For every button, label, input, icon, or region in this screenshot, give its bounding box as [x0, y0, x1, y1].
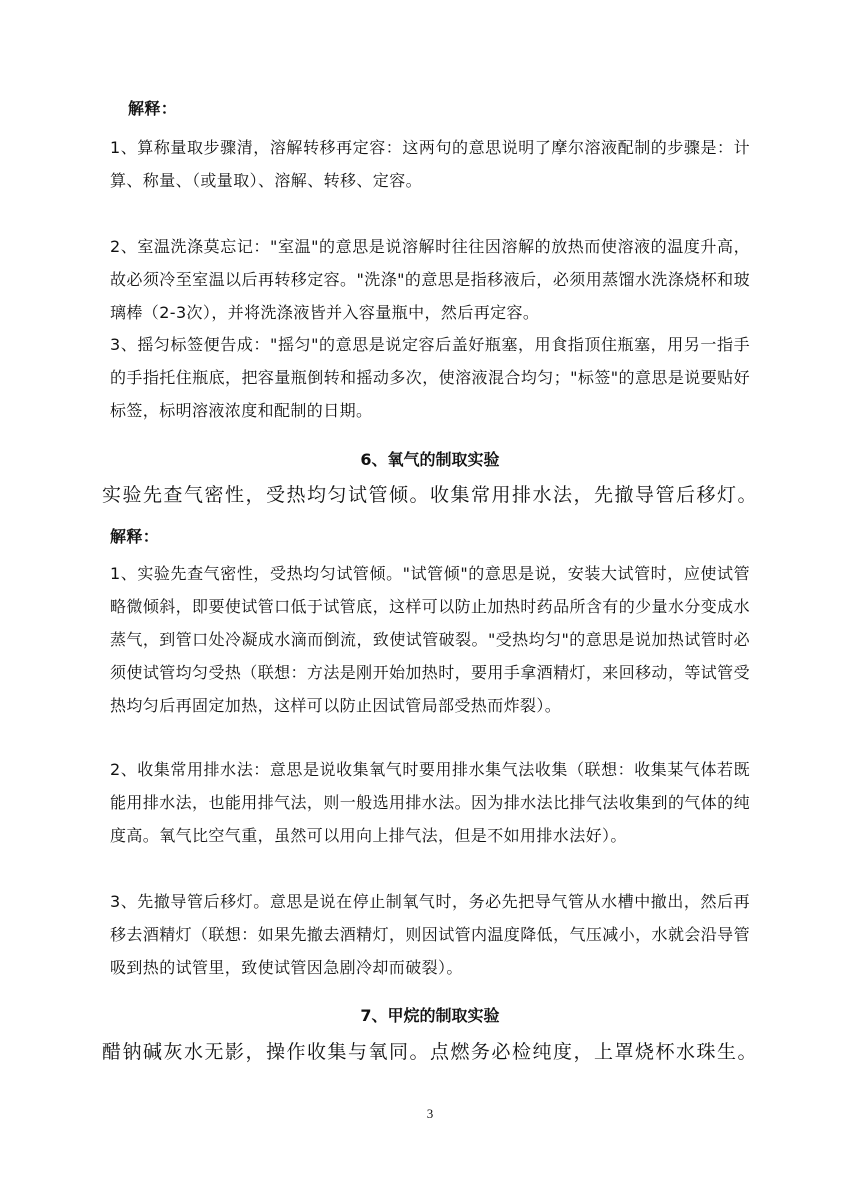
section-6-item-3: 3、先撤导管后移灯。意思是说在停止制氧气时，务必先把导气管从水槽中撤出，然后再移去酒精灯（联想：如果先撤去酒精灯，则因试管内温度降低，气压减小，水就会沿导管吸到热的试管里，致使试管因急剧冷却而破裂）。 — [110, 892, 750, 977]
explanation-item-3: 3、摇匀标签便告成："摇匀"的意思是说定容后盖好瓶塞，用食指顶住瓶塞，用另一指手的手指托住瓶底，把容量瓶倒转和摇动多次，使溶液混合均匀；"标签"的意思是说要贴好标签，标明溶液浓度和配制的日期。 — [110, 335, 750, 420]
section-7-heading: 7、甲烷的制取实验 — [360, 1006, 500, 1025]
section-6-item-2: 2、收集常用排水法：意思是说收集氧气时要用排水集气法收集（联想：收集某气体若既能用排水法，也能用排气法，则一般选用排水法。因为排水法比排气法收集到的气体的纯度高。氧气比空气重，虽然可以用向上排气法，但是不如用排水法好）。 — [110, 760, 750, 845]
explanation-item-1: 1、算称量取步骤清，溶解转移再定容：这两句的意思说明了摩尔溶液配制的步骤是：计算、称量、（或量取）、溶解、转移、定容。 — [110, 138, 750, 190]
explanation-item-2: 2、室温洗涤莫忘记："室温"的意思是说溶解时往往因溶解的放热而使溶液的温度升高，故必须冷至室温以后再转移定容。"洗涤"的意思是指移液后，必须用蒸馏水洗涤烧杯和玻璃棒（2-3次），并将洗涤液皆并入容量瓶中，然后再定容。 — [110, 237, 750, 322]
section-6-heading: 6、氧气的制取实验 — [360, 450, 500, 469]
explanation-label: 解释： — [128, 99, 178, 118]
section-6-verse: 实验先查气密性，受热均匀试管倾。收集常用排水法，先撤导管后移灯。 — [101, 484, 758, 506]
section-6-explanation-label: 解释： — [110, 527, 160, 546]
section-7-verse: 醋钠碱灰水无影，操作收集与氧同。点燃务必检纯度，上罩烧杯水珠生。 — [101, 1041, 758, 1063]
page-number: 3 — [426, 1106, 434, 1121]
section-6-item-1: 1、实验先查气密性，受热均匀试管倾。"试管倾"的意思是说，安装大试管时，应使试管略微倾斜，即要使试管口低于试管底，这样可以防止加热时药品所含有的少量水分变成水蒸气，到管口处冷凝成水滴而倒流，致使试管破裂。"受热均匀"的意思是说加热试管时必须使试管均匀受热（联想：方法是刚开始加热时，要用手拿酒精灯，来回移动，等试管受热均匀后再固定加热，这样可以防止因试管局部受热而炸裂）。 — [110, 564, 750, 715]
